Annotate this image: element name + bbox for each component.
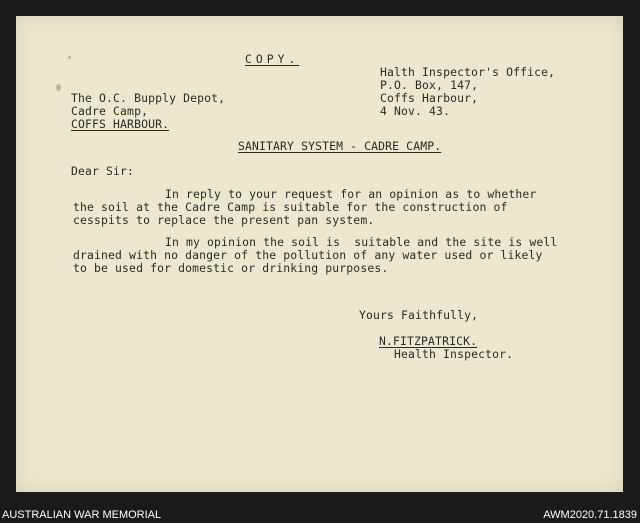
paragraph-1-line-3: cesspits to replace the present pan system. bbox=[73, 213, 375, 227]
paragraph-2-line-2: drained with no danger of the pollution of any water used or likely bbox=[73, 248, 543, 262]
paper-stain bbox=[68, 56, 71, 59]
recipient-line-3: COFFS HARBOUR. bbox=[71, 117, 170, 131]
sender-line-2: P.O. Box, 147, bbox=[380, 78, 479, 92]
paragraph-1-line-2: the soil at the Cadre Camp is suitable for the construction of bbox=[73, 200, 508, 214]
signature-title: Health Inspector. bbox=[394, 347, 514, 361]
signature-name: N.FITZPATRICK. bbox=[379, 334, 478, 348]
recipient-line-2: Cadre Camp, bbox=[71, 104, 149, 118]
sender-date: 4 Nov. 43. bbox=[380, 104, 451, 118]
footer-accession-number: AWM2020.71.1839 bbox=[543, 509, 637, 521]
paragraph-1-line-1: In reply to your request for an opinion as to whether bbox=[165, 187, 537, 201]
salutation: Dear Sir: bbox=[71, 164, 135, 178]
paragraph-2-line-3: to be used for domestic or drinking purposes. bbox=[73, 261, 389, 275]
sender-line-3: Coffs Harbour, bbox=[380, 91, 479, 105]
recipient-line-1: The O.C. Bupply Depot, bbox=[71, 91, 226, 105]
paper-stain bbox=[56, 84, 61, 91]
closing: Yours Faithfully, bbox=[359, 308, 479, 322]
paragraph-2-line-1: In my opinion the soil is suitable and the site is well bbox=[165, 235, 558, 249]
subject-line: SANITARY SYSTEM - CADRE CAMP. bbox=[238, 139, 442, 153]
footer-collection-name: AUSTRALIAN WAR MEMORIAL bbox=[2, 509, 162, 521]
copy-heading: COPY. bbox=[245, 52, 300, 66]
document-page bbox=[16, 16, 623, 492]
sender-line-1: Halth Inspector's Office, bbox=[380, 65, 556, 79]
